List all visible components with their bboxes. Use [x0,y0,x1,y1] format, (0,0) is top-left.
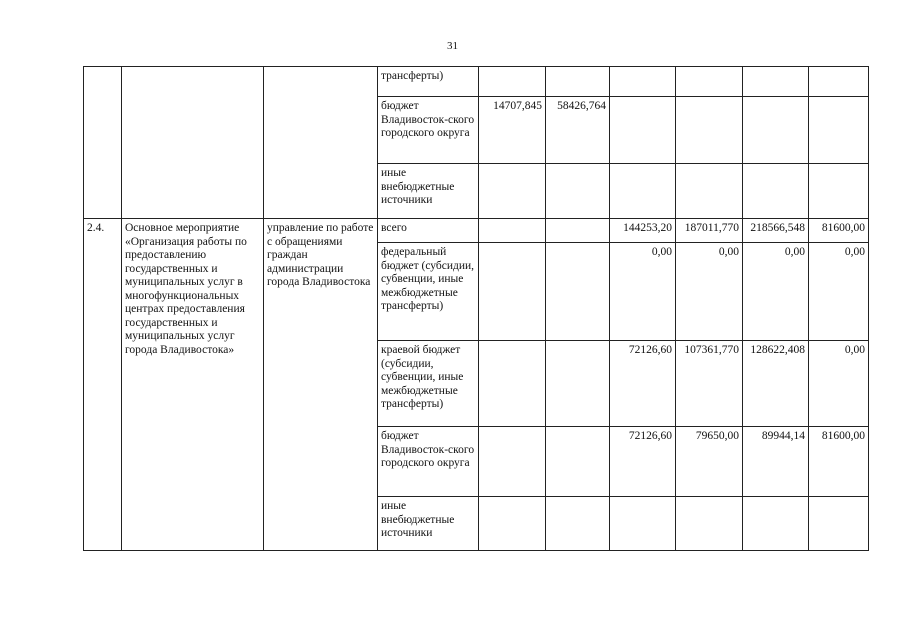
value-cell [479,219,546,243]
value-cell [546,427,610,497]
value-cell [546,497,610,551]
value-cell: 14707,845 [479,97,546,164]
table-row [84,219,869,243]
source-cell: трансферты) [378,67,479,97]
measure-executor: управление по работе с обращениями граждан администрации города Владивостока [264,219,378,551]
value-cell [546,164,610,219]
value-cell [676,67,743,97]
value-cell: 89944,14 [743,427,809,497]
value-cell [743,497,809,551]
funding-table [83,66,869,551]
executor-cell [264,67,378,219]
value-cell [479,341,546,427]
value-cell [610,164,676,219]
source-cell: краевой бюджет (субсидии, субвенции, иные межбюджетные трансферты) [378,341,479,427]
value-cell [676,164,743,219]
measure-title: Основное мероприятие «Организация работы по предоставлению государственных и муниципальных услуг в многофункциональных центрах предоставления государственных и муниципальных услуг города Владивостока» [122,219,264,551]
page-number: 31 [447,40,458,52]
value-cell [546,67,610,97]
value-cell: 0,00 [610,243,676,341]
value-cell: 144253,20 [610,219,676,243]
value-cell [676,497,743,551]
value-cell [743,67,809,97]
value-cell: 0,00 [809,243,869,341]
value-cell: 218566,548 [743,219,809,243]
value-cell [743,164,809,219]
value-cell: 79650,00 [676,427,743,497]
value-cell [809,67,869,97]
value-cell: 0,00 [743,243,809,341]
value-cell [809,97,869,164]
value-cell: 0,00 [809,341,869,427]
value-cell [676,97,743,164]
value-cell [479,497,546,551]
value-cell [479,427,546,497]
value-cell [809,164,869,219]
value-cell: 187011,770 [676,219,743,243]
source-cell: бюджет Владивосток-ского городского округа [378,427,479,497]
value-cell [546,219,610,243]
value-cell [809,497,869,551]
value-cell [610,497,676,551]
number-cell [84,67,122,219]
value-cell [479,243,546,341]
value-cell: 81600,00 [809,219,869,243]
table-row [84,67,869,97]
value-cell: 72126,60 [610,341,676,427]
value-cell: 58426,764 [546,97,610,164]
source-cell: иные внебюджетные источники [378,164,479,219]
value-cell [610,97,676,164]
title-cell [122,67,264,219]
measure-number: 2.4. [84,219,122,551]
value-cell [479,67,546,97]
source-cell: всего [378,219,479,243]
source-cell: федеральный бюджет (субсидии, субвенции, иные межбюджетные трансферты) [378,243,479,341]
source-cell: бюджет Владивосток-ского городского округа [378,97,479,164]
value-cell [743,97,809,164]
value-cell: 107361,770 [676,341,743,427]
value-cell [546,341,610,427]
value-cell: 72126,60 [610,427,676,497]
value-cell [610,67,676,97]
source-cell: иные внебюджетные источники [378,497,479,551]
value-cell [546,243,610,341]
value-cell: 81600,00 [809,427,869,497]
value-cell: 0,00 [676,243,743,341]
value-cell [479,164,546,219]
value-cell: 128622,408 [743,341,809,427]
